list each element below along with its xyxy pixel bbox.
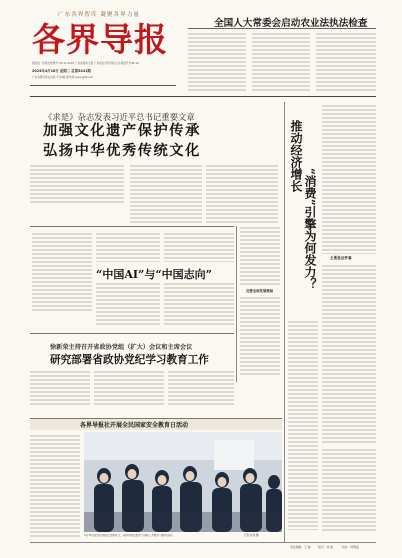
news-photo-svg xyxy=(84,432,282,532)
sidebar-border xyxy=(284,102,285,542)
lead-title-line-1: 加强文化遗产保护传承 xyxy=(43,123,201,139)
lead-title-line-2: 弘扬中华优秀传统文化 xyxy=(43,143,201,159)
masthead-pub-info: 国内统一连续出版物号 CN 11-0201 广东省政协主管 广东省社会科学院主办 邮发代号45-16 xyxy=(32,62,139,65)
lead-kicker: 《求是》杂志发表习近平总书记重要文章 xyxy=(44,112,195,122)
photo-text-left xyxy=(30,434,80,538)
politburo-text-2 xyxy=(94,370,164,406)
politburo-text-3 xyxy=(168,370,234,406)
side-text-4 xyxy=(322,448,376,532)
news-photo xyxy=(84,432,282,532)
lead-text-1 xyxy=(30,164,124,204)
footer-rule xyxy=(30,542,376,543)
commentary-text-4 xyxy=(164,282,234,326)
commentary-text-3 xyxy=(96,282,160,326)
mid-column-border xyxy=(236,226,237,382)
top-story-text-3 xyxy=(316,32,376,92)
commentary-rule-top xyxy=(30,226,234,227)
footer-proof: 校对：周明丽 xyxy=(342,545,359,549)
issue-line: 2024年4月16日 星期二 总第5441期 xyxy=(32,69,91,73)
commentary-text-1 xyxy=(96,232,160,262)
side-subhead-1: 主要是这件事 xyxy=(330,256,352,260)
commentary-text-2 xyxy=(164,232,234,262)
photo-caption-bar-text: 各界导报社开展全民国家安全教育日活动 xyxy=(80,421,189,429)
masthead-pub-info-2: 广东各界导报社出版 今日8版 新华网 www.gjdb.net xyxy=(32,76,93,79)
side-text-1 xyxy=(322,104,376,254)
side-text-2 xyxy=(322,264,376,444)
mid-text-2 xyxy=(240,296,280,376)
section-rule xyxy=(30,96,376,97)
side-text-3 xyxy=(288,320,318,530)
politburo-title: 研究部署省政协党纪学习教育工作 xyxy=(50,354,209,366)
lead-text-2 xyxy=(130,164,202,224)
photo-credit: 记者 赵伟 摄 xyxy=(244,534,259,537)
top-story-text-1 xyxy=(188,32,246,92)
top-headline-rule xyxy=(188,28,376,29)
masthead-title: 各界导报 xyxy=(32,20,168,59)
side-feature-title-1: 推动经济增长 xyxy=(289,120,303,192)
masthead-slogan: 广东各界智库 凝聚各界力量 xyxy=(58,12,140,18)
politburo-kicker: 徐新荣主持召开省政协党组（扩大）会议和主席会议 xyxy=(50,344,193,351)
top-headline: 全国人大常委会启动农业法执法检查 xyxy=(214,18,368,29)
lead-text-3 xyxy=(206,164,278,224)
mid-text-1 xyxy=(240,226,280,286)
mid-subhead: 完善全面发展格局 xyxy=(246,289,274,293)
masthead-rule xyxy=(30,85,176,86)
side-feature-title-2: “消费”引擎为何发力？ xyxy=(303,168,317,290)
politburo-rule xyxy=(30,333,234,334)
photo-caption: 4月15日是全民国家安全教育日，各界导报社组织干部职工开展学习教育活动。 xyxy=(84,534,175,537)
commentary-title: “中国AI”与“中国志向” xyxy=(96,268,212,281)
footer-editor: 责任编辑：王 瑞 xyxy=(290,545,311,549)
top-story-text-2 xyxy=(252,32,310,92)
politburo-text-1 xyxy=(30,370,90,406)
commentary-text-left xyxy=(32,232,92,312)
footer-layout: 版式：刘 娟 xyxy=(318,545,333,549)
